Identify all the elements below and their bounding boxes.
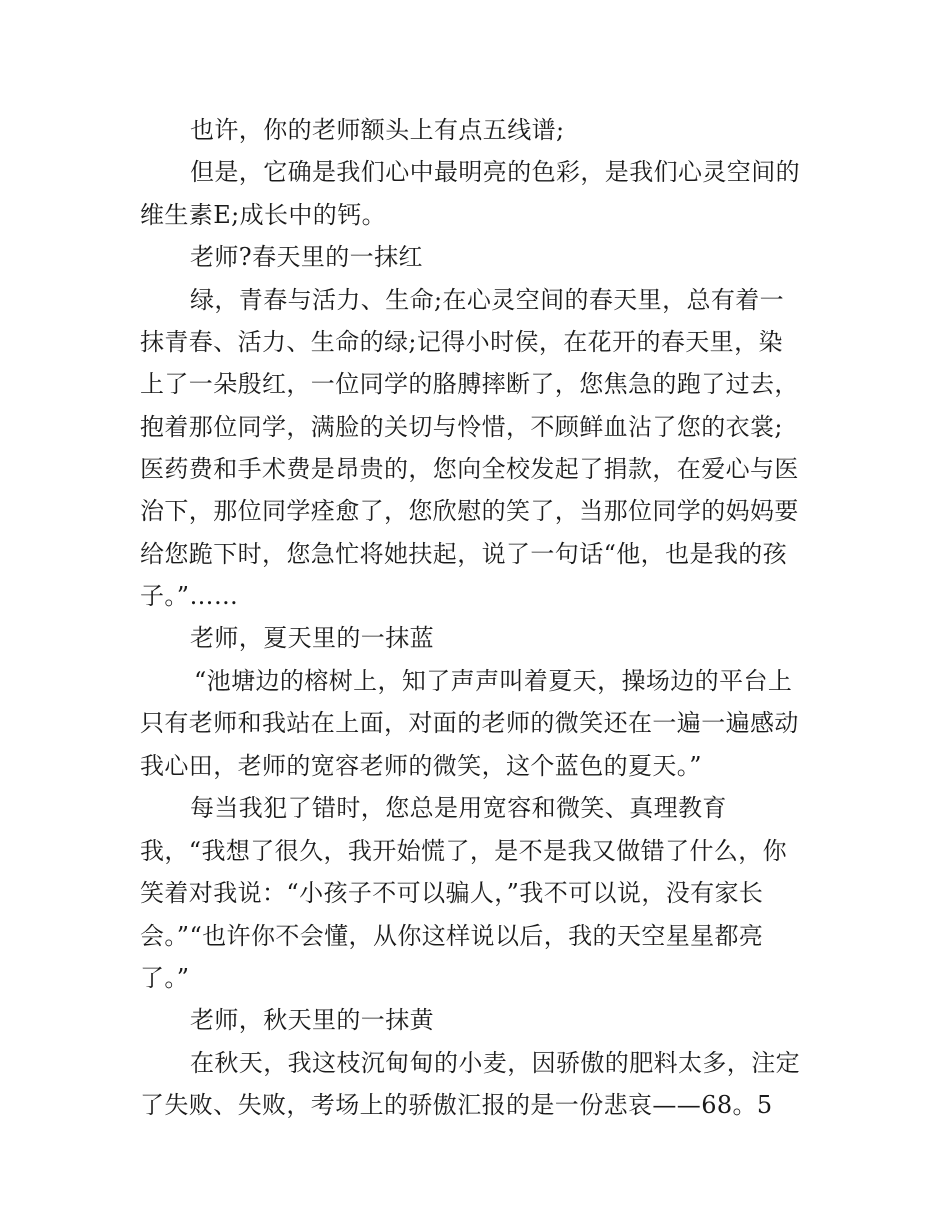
paragraph-line: 抱着那位同学，满脸的关切与怜惜，不顾鲜血沾了您的衣裳; — [140, 413, 783, 441]
section-heading: 老师?春天里的一抹红 — [190, 243, 423, 271]
paragraph-line: 给您跪下时，您急忙将她扶起，说了一句话“他，也是我的孩 — [140, 540, 788, 568]
paragraph-line: 会。”“也许你不会懂，从你这样说以后，我的天空星星都亮 — [140, 922, 764, 950]
paragraph-line: 治下，那位同学痊愈了，您欣慰的笑了，当那位同学的妈妈要 — [140, 497, 799, 525]
paragraph-line: 我，“我想了很久，我开始慌了，是不是我又做错了什么，你 — [140, 837, 788, 865]
paragraph-line: 了。” — [140, 964, 190, 992]
paragraph-line: 也许，你的老师额头上有点五线谱; — [190, 116, 565, 144]
paragraph-line: 在秋天，我这枝沉甸甸的小麦，因骄傲的肥料太多，注定 — [190, 1049, 800, 1077]
paragraph-line: 维生素E;成长中的钙。 — [140, 201, 387, 229]
paragraph-line: 子。”…… — [140, 582, 239, 610]
paragraph-line: 医药费和手术费是昂贵的，您向全校发起了捐款，在爱心与医 — [140, 455, 799, 483]
paragraph-line: 绿，青春与活力、生命;在心灵空间的春天里，总有着一 — [190, 286, 785, 314]
paragraph-line: 只有老师和我站在上面，对面的老师的微笑还在一遍一遍感动 — [140, 709, 799, 737]
paragraph-line: 抹青春、活力、生命的绿;记得小时侯，在花开的春天里，染 — [140, 328, 783, 356]
paragraph-line: 我心田，老师的宽容老师的微笑，这个蓝色的夏天。” — [140, 752, 702, 780]
section-heading: 老师，夏天里的一抹蓝 — [190, 624, 434, 652]
paragraph-line: 上了一朵殷红，一位同学的胳膊摔断了，您焦急的跑了过去， — [140, 370, 799, 398]
paragraph-line: 但是，它确是我们心中最明亮的色彩，是我们心灵空间的 — [190, 158, 800, 186]
paragraph-line: 笑着对我说：“小孩子不可以骗人，”我不可以说，没有家长 — [140, 879, 764, 907]
section-heading: 老师，秋天里的一抹黄 — [190, 1006, 434, 1034]
paragraph-line: 每当我犯了错时，您总是用宽容和微笑、真理教育 — [190, 794, 727, 822]
paragraph-line: 了失败、失败，考场上的骄傲汇报的是一份悲哀——68。5 — [140, 1091, 773, 1119]
paragraph-line: “池塘边的榕树上，知了声声叫着夏天，操场边的平台上 — [194, 667, 793, 695]
